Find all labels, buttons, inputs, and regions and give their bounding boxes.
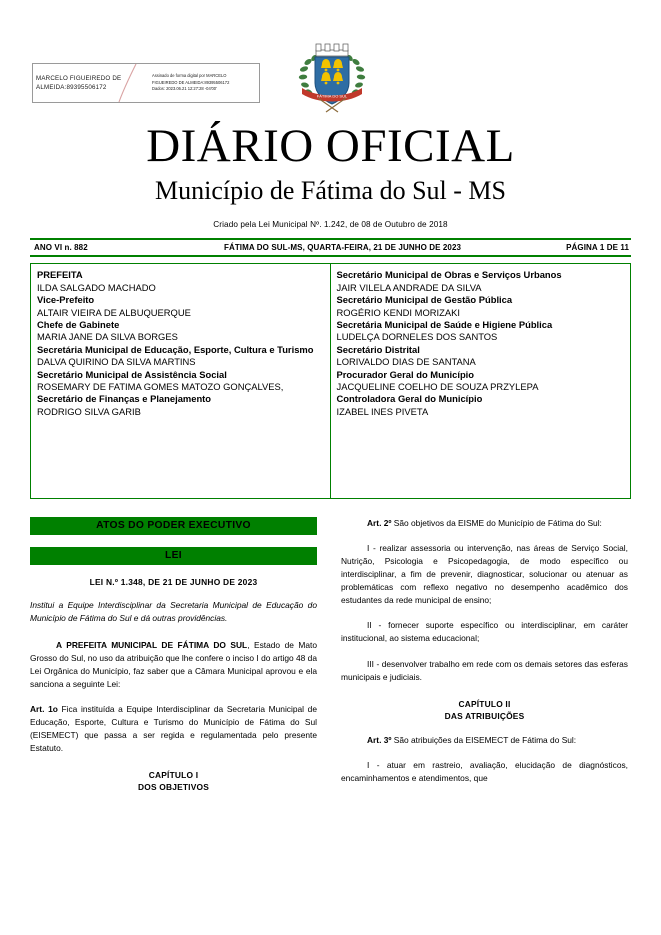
- official-name: JACQUELINE COELHO DE SOUZA PRZYLEPA: [336, 381, 539, 393]
- law-preamble-bold: A PREFEITA MUNICIPAL DE FÁTIMA DO SUL: [56, 639, 248, 650]
- masthead-created-note: Criado pela Lei Municipal Nº. 1.242, de 08 de Outubro de 2018: [213, 220, 448, 230]
- article-1: [30, 703, 317, 755]
- official-name: JAIR VILELA ANDRADE DA SILVA: [336, 281, 482, 293]
- article-1-label: Art. 1o: [30, 703, 58, 714]
- official-role: Secretário Municipal de Gestão Pública: [336, 294, 513, 306]
- official-role: Procurador Geral do Município: [336, 368, 475, 380]
- section-banner-lei: LEI: [30, 547, 317, 565]
- digital-signature-stamp: [32, 63, 260, 103]
- masthead-subtitle: Município de Fátima do Sul - MS: [155, 175, 506, 205]
- issue-year-number: ANO VI n. 882: [34, 243, 88, 253]
- article-2-item-ii: II - fornecer suporte específico ou interdisciplinar, em caráter institucional, ao sistema educacional;: [341, 620, 628, 644]
- official-name: ILDA SALGADO MACHADO: [37, 281, 156, 293]
- body-right-column: [341, 517, 628, 805]
- law-preamble-rest: , Estado de Mato Grosso do Sul, no uso da atribuição que lhe confere o inciso I do artigo 48 da Lei Orgânica do Município, faz saber que a Câmara Municipal aprovou e ela sanciona a seguinte Lei:: [30, 639, 317, 689]
- official-role: Controladora Geral do Município: [336, 393, 483, 405]
- official-name: MARIA JANE DA SILVA BORGES: [37, 331, 178, 343]
- law-preamble: [30, 639, 317, 691]
- body-left-column: [30, 517, 317, 805]
- official-name: RODRIGO SILVA GARIB: [37, 405, 141, 417]
- article-3-label: Art. 3º: [367, 734, 392, 745]
- signature-meta-line-1: Assinado de forma digital por MARCELO: [152, 73, 227, 79]
- chapter-1-title: DOS OBJETIVOS: [137, 782, 209, 793]
- article-2-text: São objetivos da EISME do Município de Fátima do Sul:: [391, 518, 602, 529]
- signature-name: MARCELO FIGUEIREDO DE ALMEIDA:89395506172: [36, 74, 122, 91]
- page-indicator: PÁGINA 1 DE 11: [566, 243, 629, 253]
- officials-right-column: [331, 264, 631, 498]
- coat-of-arms-icon: [296, 36, 368, 120]
- section-banner-executive-acts: ATOS DO PODER EXECUTIVO: [30, 517, 317, 535]
- chapter-1-number: CAPÍTULO I: [148, 770, 199, 781]
- official-role: Secretário de Finanças e Planejamento: [37, 393, 212, 405]
- official-role: Vice-Prefeito: [37, 294, 95, 306]
- article-3-text: São atribuições da EISEMECT de Fátima do Sul:: [391, 734, 577, 745]
- law-summary: Institui a Equipe Interdisciplinar da Secretaria Municipal de Educação do Município de Fátima do Sul e dá outras providências.: [30, 600, 317, 624]
- chapter-2-number: CAPÍTULO II: [458, 698, 511, 709]
- article-1-text: Fica instituída a Equipe Interdisciplinar da Secretaria Municipal de Educação, Esporte, Cultura e Turismo do Município de Fátima do Sul (EISEMECT) que passa a ser regida e regulamentada pelo presente Estatuto.: [30, 703, 317, 754]
- officials-left-column: [31, 264, 331, 498]
- official-role: Secretária Municipal de Educação, Esporte, Cultura e Turismo: [37, 343, 314, 355]
- article-2: [341, 517, 628, 530]
- chapter-2-heading: [341, 698, 628, 722]
- official-role: Secretário Municipal de Obras e Serviços Urbanos: [336, 269, 562, 281]
- signature-meta-line-3: Dados: 2023.06.21 12:27:28 -04'00': [152, 86, 217, 92]
- issue-info-bar: [30, 238, 631, 257]
- official-name: DALVA QUIRINO DA SILVA MARTINS: [37, 356, 196, 368]
- official-name: ALTAIR VIEIRA DE ALBUQUERQUE: [37, 306, 191, 318]
- official-role: Secretária Municipal de Saúde e Higiene Pública: [336, 319, 553, 330]
- article-3: [341, 734, 628, 747]
- official-name: ROSEMARY DE FATIMA GOMES MATOZO GONÇALVES,: [37, 381, 284, 393]
- officials-box: [30, 263, 631, 499]
- article-2-item-i: I - realizar assessoria ou intervenção, nas áreas de Serviço Social, Nutrição, Psicologia e Psicopedagogia, de modo específico ou interdisciplinar, a fim de prevenir, diagnosticar, solucionar ou atenuar as problemáticas com reflexo negativo no desempenho acadêmico dos estudantes da rede municipal de ensino;: [341, 543, 628, 606]
- svg-text:FÁTIMA DO SUL: FÁTIMA DO SUL: [316, 93, 348, 99]
- official-role: Secretário Distrital: [336, 343, 420, 355]
- official-role: Chefe de Gabinete: [37, 319, 120, 330]
- law-title: LEI N.º 1.348, DE 21 DE JUNHO DE 2023: [89, 577, 258, 588]
- chapter-1-heading: [30, 769, 317, 793]
- signature-metadata: [151, 71, 259, 94]
- body-columns: [30, 517, 631, 805]
- article-2-item-iii: III - desenvolver trabalho em rede com os demais setores das esferas municipais e judiciais.: [341, 658, 628, 682]
- official-name: LUDELÇA DORNELES DOS SANTOS: [336, 331, 498, 343]
- article-3-item-i: I - atuar em rastreio, avaliação, elucidação de diagnósticos, encaminhamentos e atendimentos, que: [341, 759, 628, 783]
- official-name: LORIVALDO DIAS DE SANTANA: [336, 356, 476, 368]
- signature-meta-line-2: FIGUEIREDO DE ALMEIDA:89395506172: [152, 79, 230, 85]
- article-2-label: Art. 2º: [367, 518, 392, 529]
- chapter-2-title: DAS ATRIBUIÇÕES: [444, 710, 525, 721]
- official-role: PREFEITA: [37, 269, 83, 281]
- official-name: IZABEL INES PIVETA: [336, 405, 429, 417]
- page-title: DIÁRIO OFICIAL: [146, 120, 515, 172]
- official-role: Secretário Municipal de Assistência Social: [37, 368, 227, 380]
- official-name: ROGÉRIO KENDI MORIZAKI: [336, 306, 460, 318]
- issue-place-date: FÁTIMA DO SUL-MS, QUARTA-FEIRA, 21 DE JUNHO DE 2023: [223, 243, 462, 253]
